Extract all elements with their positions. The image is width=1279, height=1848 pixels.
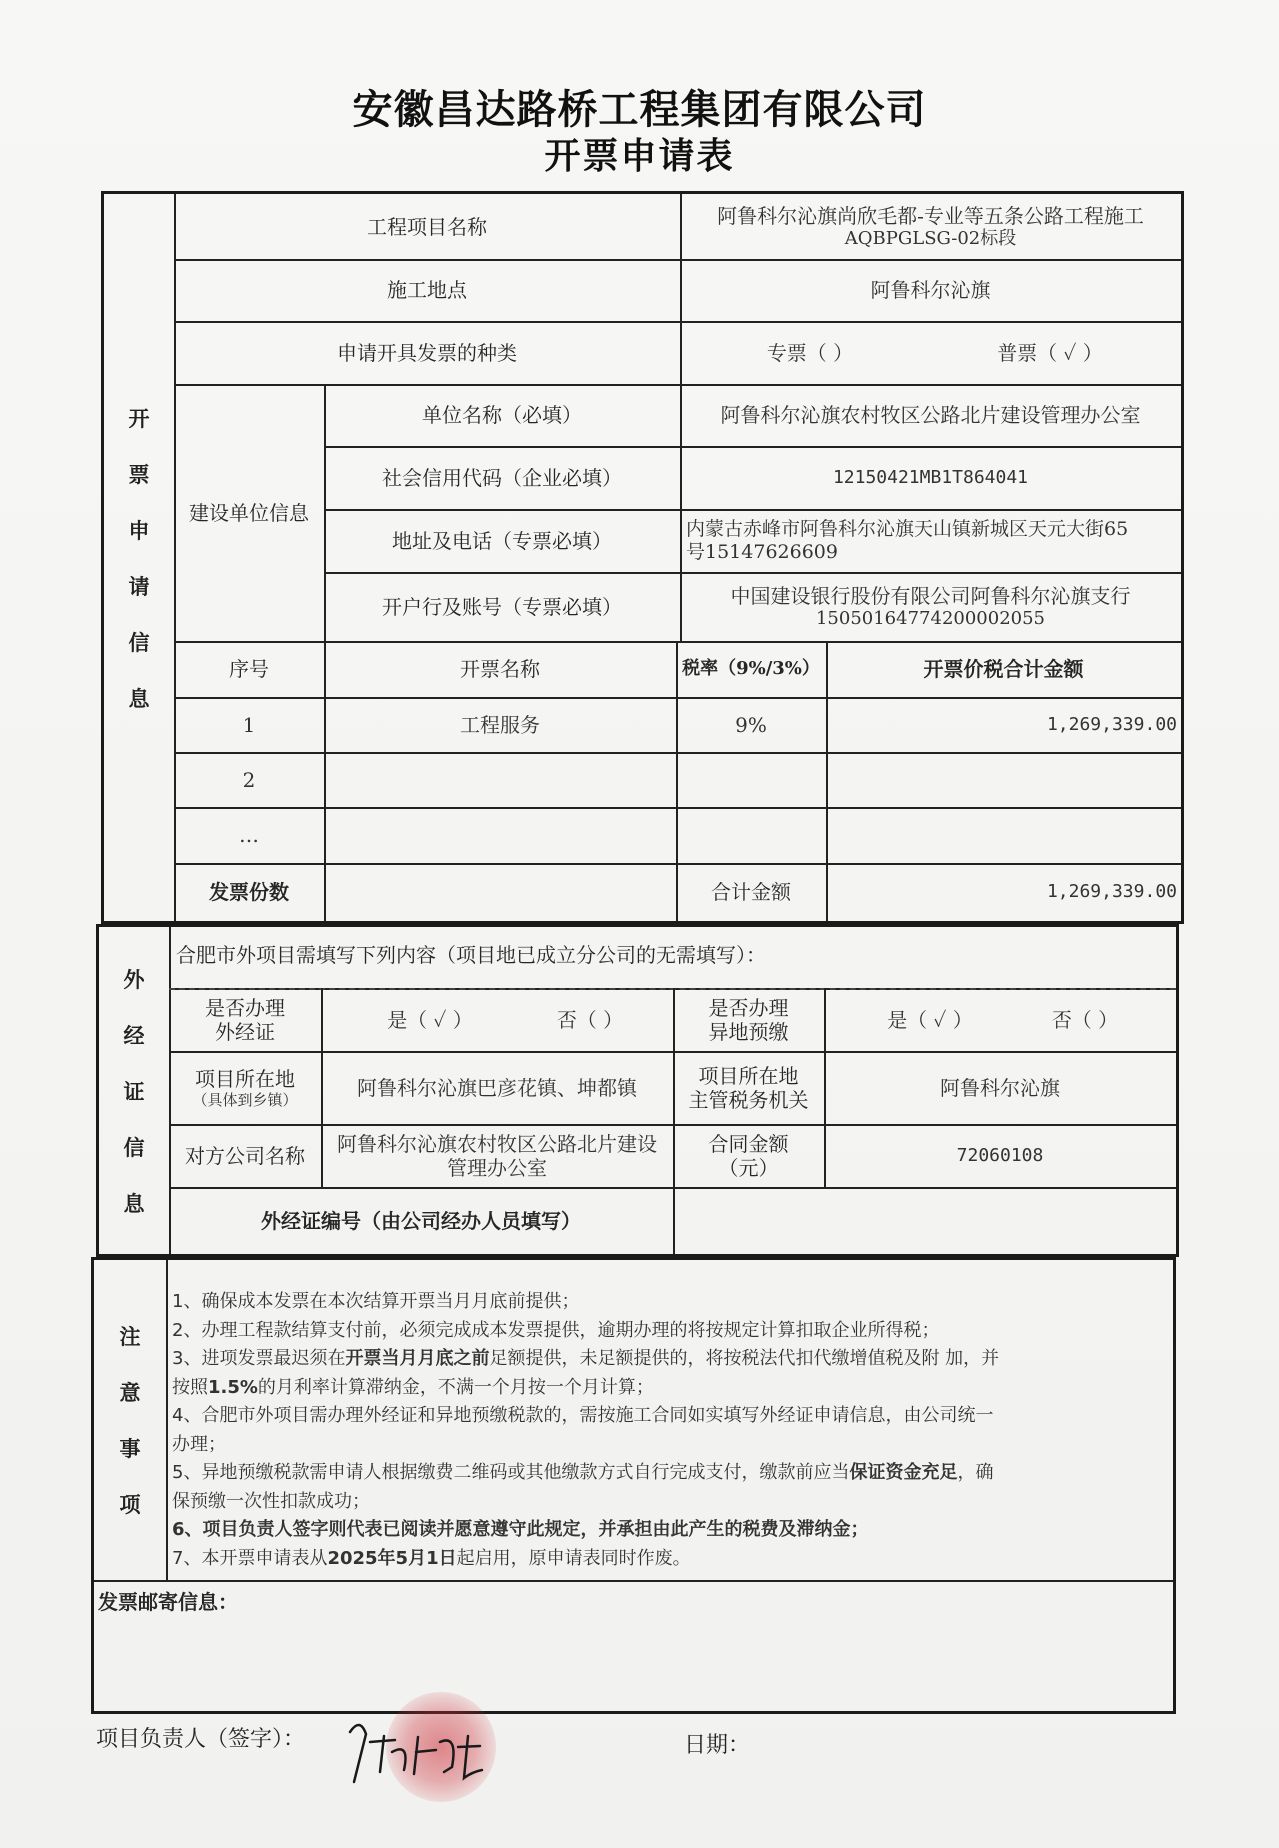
address-value [680, 509, 1181, 572]
unit-name-value: 阿鲁科尔沁旗农村牧区公路北片建设管理办公室 [720, 403, 1141, 427]
tax-office-label [673, 1051, 824, 1124]
outbound-cert-label-char: 证 [123, 1078, 145, 1104]
invoice-type-label: 申请开具发票的种类 [337, 340, 517, 365]
note-text: 足额提供，未足额提供的，将按税法代扣代缴增值税及附 加，并 [489, 1348, 1000, 1369]
note-line [172, 1488, 1172, 1517]
prepay-label-line2: 异地预缴 [708, 1019, 789, 1044]
invoice-info-label-char: 息 [128, 685, 150, 711]
note-text: 6、项目负责人签字则代表已阅读并愿意遵守此规定，并承担由此产生的税费及滞纳金； [172, 1519, 869, 1540]
prepay-question-label [673, 988, 824, 1051]
note-text: 2025年5月1日 [327, 1547, 457, 1569]
note-line [172, 1288, 1172, 1317]
cert-number-label: 外经证编号（由公司经办人员填写） [261, 1208, 581, 1233]
outbound-cert-label-char: 外 [123, 966, 145, 992]
note-line [172, 1459, 1172, 1488]
note-text: 7、本开票申请表从 [172, 1547, 328, 1569]
contract-label-line1: 合同金额 [708, 1131, 789, 1156]
note-text: 按照 [172, 1376, 208, 1398]
row-3-name [324, 807, 676, 863]
site-value: 阿鲁科尔沁旗 [870, 278, 991, 302]
row-2-amount [826, 752, 1181, 807]
col-header-name: 开票名称 [460, 657, 540, 681]
mailing-value [98, 1622, 1168, 1708]
contract-amount-label [673, 1124, 824, 1187]
tax-office-label-line1: 项目所在地 [698, 1063, 799, 1088]
credit-code-label: 社会信用代码（企业必填） [382, 465, 622, 490]
notes-label-char: 项 [119, 1492, 141, 1517]
address-line2: 号15147626609 [686, 540, 838, 563]
invoice-info-label-char: 票 [128, 461, 150, 487]
row-3-no: … [239, 823, 259, 847]
tax-office-value: 阿鲁科尔沁旗 [940, 1075, 1060, 1100]
unit-name-label: 单位名称（必填） [422, 403, 582, 427]
counterparty-line2: 管理办公室 [447, 1155, 547, 1180]
notes-list [172, 1288, 1172, 1573]
row-2-rate [676, 752, 826, 807]
counterparty-label: 对方公司名称 [185, 1143, 305, 1168]
mailing-label: 发票邮寄信息： [98, 1590, 238, 1614]
note-text: 办理； [172, 1433, 226, 1455]
outbound-cert-label-char: 经 [123, 1022, 145, 1048]
bank-value [680, 572, 1181, 641]
company-title: 安徽昌达路桥工程集团有限公司 [352, 87, 927, 133]
location-label-line2: （具体到乡镇） [192, 1090, 298, 1109]
cert-label-line1: 是否办理 [205, 995, 285, 1020]
total-amount-value: 1,269,339.00 [1046, 881, 1177, 903]
note-line [172, 1431, 1172, 1460]
note-line [172, 1545, 1172, 1574]
cert-label-line2: 外经证 [215, 1019, 275, 1044]
row-2-no: 2 [242, 767, 256, 792]
row-1-rate: 9% [735, 712, 767, 737]
note-text: 4、合肥市外项目需办理外经证和异地预缴税款的，需按施工合同如实填写外经证申请信息，由公司统一 [172, 1405, 994, 1426]
notes-label-char: 事 [119, 1436, 141, 1461]
note-text: 的月利率计算滞纳金，不满一个月按一个月计算； [257, 1376, 654, 1398]
prepay-label-line1: 是否办理 [708, 995, 789, 1020]
invoice-info-label-char: 开 [128, 405, 150, 431]
project-name-line1: 阿鲁科尔沁旗尚欣毛都-专业等五条公路工程施工 [717, 203, 1144, 228]
date-label: 日期： [684, 1733, 751, 1758]
note-text: ，确 [957, 1462, 994, 1483]
location-value: 阿鲁科尔沁旗巴彦花镇、坤都镇 [357, 1075, 637, 1100]
address-label: 地址及电话（专票必填） [392, 528, 612, 553]
invoice-count-value [324, 863, 676, 921]
project-name-label: 工程项目名称 [367, 214, 487, 239]
total-amount-label: 合计金额 [711, 880, 791, 904]
note-text: 保证资金充足 [849, 1462, 958, 1483]
outbound-notice: 合肥市外项目需填写下列内容（项目地已成立分公司的无需填写）： [176, 942, 766, 967]
outbound-cert-label-char: 信 [123, 1134, 145, 1160]
bank-line2: 15050164774200002055 [815, 607, 1046, 629]
note-text: 5、异地预缴税款需申请人根据缴费二维码或其他缴款方式自行完成支付，缴款前应当 [172, 1462, 850, 1483]
note-line [172, 1402, 1172, 1431]
invoice-info-label-char: 申 [128, 517, 150, 543]
tax-office-label-line2: 主管税务机关 [688, 1087, 809, 1112]
address-line1: 内蒙古赤峰市阿鲁科尔沁旗天山镇新城区天元大街65 [686, 517, 1129, 540]
note-text: 1、确保成本发票在本次结算开票当月月底前提供； [172, 1291, 580, 1312]
location-label [169, 1051, 321, 1124]
row-2-name [324, 752, 676, 807]
cert-question-label [169, 988, 321, 1051]
invoice-info-label-char: 信 [128, 629, 150, 655]
counterparty-line1: 阿鲁科尔沁旗农村牧区公路北片建设 [337, 1131, 657, 1156]
note-line [172, 1317, 1172, 1346]
prepay-yes-option: 是（ ✓ ） [887, 1007, 973, 1032]
project-name-line2: AQBPGLSG-02标段 [844, 227, 1017, 249]
row-3-amount [826, 807, 1181, 863]
note-text: 3、进项发票最迟须在 [172, 1348, 346, 1369]
section-label-notes [94, 1260, 166, 1580]
col-header-rate: 税率（9%/3%） [682, 658, 820, 680]
invoice-info-label-char: 请 [128, 573, 150, 599]
note-text: 起启用，原申请表同时作废。 [456, 1547, 691, 1569]
note-text: 开票当月月底之前 [345, 1348, 490, 1369]
form-title: 开票申请表 [544, 136, 735, 177]
cert-no-option: 否（ ） [556, 1007, 624, 1032]
section-label-invoice-info [104, 194, 174, 921]
signer-label: 项目负责人（签字）： [96, 1727, 306, 1752]
builder-info-label: 建设单位信息 [189, 500, 309, 525]
notes-label-char: 意 [119, 1380, 141, 1405]
row-1-name: 工程服务 [460, 712, 540, 737]
row-1-no: 1 [242, 712, 256, 737]
prepay-no-option: 否（ ） [1051, 1007, 1119, 1032]
col-header-amount: 开票价税合计金额 [923, 657, 1084, 681]
cert-number-value [673, 1187, 1176, 1254]
note-line [172, 1345, 1172, 1374]
site-label: 施工地点 [387, 278, 467, 302]
note-text: 2、办理工程款结算支付前，必须完成成本发票提供，逾期办理的将按规定计算扣取企业所得税； [172, 1319, 940, 1341]
row-3-rate [676, 807, 826, 863]
bank-label: 开户行及账号（专票必填） [382, 594, 622, 619]
note-text: 1.5% [208, 1376, 258, 1398]
outbound-cert-label-char: 息 [123, 1190, 145, 1216]
credit-code-value: 12150421MB1T864041 [832, 466, 1029, 488]
location-label-line1: 项目所在地 [195, 1066, 295, 1091]
note-line [172, 1374, 1172, 1403]
normal-invoice-option: 普票（ ✓ ） [997, 340, 1103, 365]
counterparty-value [321, 1124, 673, 1187]
section-label-outbound-cert [99, 927, 169, 1254]
handwritten-signature [340, 1712, 500, 1802]
note-line [172, 1516, 1172, 1545]
cert-yes-option: 是（ ✓ ） [387, 1007, 473, 1032]
bank-line1: 中国建设银行股份有限公司阿鲁科尔沁旗支行 [730, 583, 1131, 608]
note-text: 保预缴一次性扣款成功； [172, 1490, 370, 1512]
col-header-no: 序号 [229, 657, 269, 681]
notes-label-char: 注 [119, 1324, 141, 1349]
row-1-amount: 1,269,339.00 [1046, 713, 1177, 735]
invoice-count-label: 发票份数 [209, 880, 289, 904]
project-name-value [680, 194, 1181, 259]
contract-label-line2: （元） [718, 1155, 779, 1180]
special-invoice-option: 专票（ ） [766, 340, 854, 365]
contract-amount-value: 72060108 [956, 1144, 1044, 1166]
